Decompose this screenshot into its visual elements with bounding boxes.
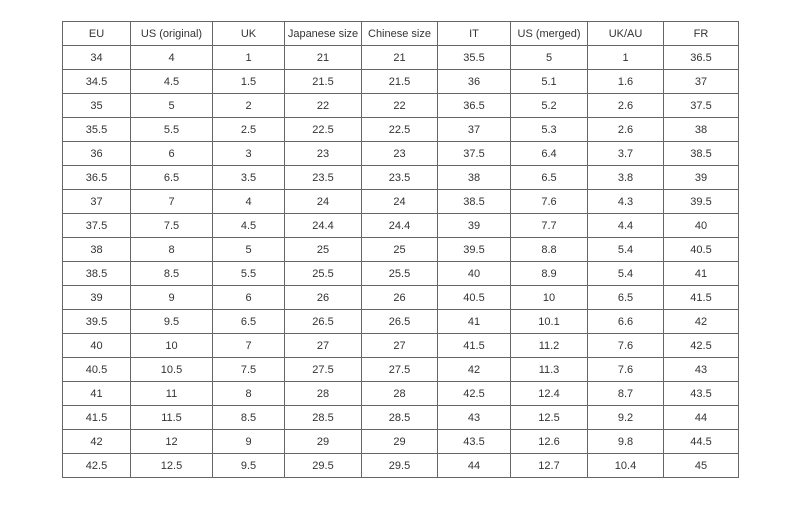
table-cell: 24: [362, 190, 438, 214]
table-cell: 3.7: [588, 142, 664, 166]
table-cell: 41.5: [63, 406, 131, 430]
table-cell: 2.6: [588, 94, 664, 118]
table-cell: 27.5: [362, 358, 438, 382]
table-row: [63, 262, 739, 286]
table-cell: 28.5: [285, 406, 362, 430]
shoe-size-conversion-table: [62, 21, 739, 478]
header-row: [63, 22, 739, 46]
table-row: [63, 238, 739, 262]
table-cell: 11.3: [511, 358, 588, 382]
table-cell: 10.5: [131, 358, 213, 382]
table-cell: 5.4: [588, 262, 664, 286]
table-cell: 7.6: [588, 358, 664, 382]
table-row: [63, 310, 739, 334]
table-cell: 5: [131, 94, 213, 118]
table-cell: 36.5: [438, 94, 511, 118]
table-cell: 43.5: [438, 430, 511, 454]
table-cell: 39.5: [664, 190, 739, 214]
table-cell: 27: [285, 334, 362, 358]
table-row: [63, 334, 739, 358]
table-cell: 37.5: [63, 214, 131, 238]
table-cell: 34: [63, 46, 131, 70]
table-cell: 43: [438, 406, 511, 430]
table-cell: 5: [511, 46, 588, 70]
size-conversion-table-container: [62, 21, 739, 478]
table-cell: 25: [362, 238, 438, 262]
table-cell: 5.5: [213, 262, 285, 286]
table-cell: 25.5: [362, 262, 438, 286]
table-cell: 35: [63, 94, 131, 118]
table-cell: 2.5: [213, 118, 285, 142]
table-cell: 2.6: [588, 118, 664, 142]
table-cell: 3.8: [588, 166, 664, 190]
table-row: [63, 430, 739, 454]
table-cell: 8.5: [131, 262, 213, 286]
table-cell: 28.5: [362, 406, 438, 430]
table-cell: 26: [362, 286, 438, 310]
table-cell: 4.5: [131, 70, 213, 94]
table-header: [63, 22, 739, 46]
table-row: [63, 406, 739, 430]
table-cell: 4: [213, 190, 285, 214]
table-cell: 42.5: [63, 454, 131, 478]
table-cell: 43: [664, 358, 739, 382]
table-cell: 26.5: [362, 310, 438, 334]
table-cell: 39: [63, 286, 131, 310]
table-cell: 42.5: [664, 334, 739, 358]
table-cell: 22.5: [285, 118, 362, 142]
table-cell: 44: [664, 406, 739, 430]
column-header-us-merged: US (merged): [511, 22, 588, 46]
table-cell: 7: [213, 334, 285, 358]
table-cell: 10: [131, 334, 213, 358]
table-cell: 7.7: [511, 214, 588, 238]
table-row: [63, 94, 739, 118]
table-cell: 9.2: [588, 406, 664, 430]
table-cell: 5.1: [511, 70, 588, 94]
table-cell: 6.4: [511, 142, 588, 166]
table-cell: 12.5: [131, 454, 213, 478]
column-header-japanese-size: Japanese size: [285, 22, 362, 46]
table-cell: 23.5: [285, 166, 362, 190]
table-row: [63, 118, 739, 142]
table-cell: 4.3: [588, 190, 664, 214]
table-cell: 4.4: [588, 214, 664, 238]
table-cell: 8.7: [588, 382, 664, 406]
table-cell: 4.5: [213, 214, 285, 238]
table-cell: 9: [131, 286, 213, 310]
table-cell: 21: [362, 46, 438, 70]
table-cell: 40: [438, 262, 511, 286]
column-header-uk-au: UK/AU: [588, 22, 664, 46]
table-cell: 35.5: [63, 118, 131, 142]
table-cell: 38.5: [664, 142, 739, 166]
table-cell: 37: [63, 190, 131, 214]
table-row: [63, 382, 739, 406]
column-header-eu: EU: [63, 22, 131, 46]
table-cell: 40.5: [438, 286, 511, 310]
table-cell: 7: [131, 190, 213, 214]
table-cell: 7.6: [511, 190, 588, 214]
table-cell: 6.5: [588, 286, 664, 310]
table-cell: 27: [362, 334, 438, 358]
table-row: [63, 142, 739, 166]
table-cell: 24.4: [285, 214, 362, 238]
table-cell: 29.5: [285, 454, 362, 478]
table-cell: 36: [438, 70, 511, 94]
table-cell: 3.5: [213, 166, 285, 190]
table-cell: 26: [285, 286, 362, 310]
table-cell: 24: [285, 190, 362, 214]
table-cell: 1.6: [588, 70, 664, 94]
table-cell: 9: [213, 430, 285, 454]
column-header-chinese-size: Chinese size: [362, 22, 438, 46]
table-cell: 6.5: [131, 166, 213, 190]
column-header-fr: FR: [664, 22, 739, 46]
table-cell: 1.5: [213, 70, 285, 94]
table-cell: 36.5: [664, 46, 739, 70]
table-cell: 22: [362, 94, 438, 118]
table-cell: 29: [285, 430, 362, 454]
table-cell: 43.5: [664, 382, 739, 406]
table-cell: 37: [664, 70, 739, 94]
table-cell: 1: [588, 46, 664, 70]
table-cell: 23: [285, 142, 362, 166]
table-cell: 9.8: [588, 430, 664, 454]
table-row: [63, 358, 739, 382]
table-cell: 8.8: [511, 238, 588, 262]
table-cell: 42: [438, 358, 511, 382]
table-cell: 44.5: [664, 430, 739, 454]
table-cell: 40.5: [63, 358, 131, 382]
table-cell: 38.5: [63, 262, 131, 286]
table-cell: 39: [438, 214, 511, 238]
table-row: [63, 70, 739, 94]
table-cell: 39.5: [63, 310, 131, 334]
column-header-uk: UK: [213, 22, 285, 46]
column-header-us-original: US (original): [131, 22, 213, 46]
table-cell: 12.6: [511, 430, 588, 454]
table-row: [63, 214, 739, 238]
table-cell: 38.5: [438, 190, 511, 214]
table-cell: 22: [285, 94, 362, 118]
table-cell: 6: [213, 286, 285, 310]
table-cell: 10.4: [588, 454, 664, 478]
table-cell: 7.5: [213, 358, 285, 382]
table-cell: 34.5: [63, 70, 131, 94]
table-cell: 21: [285, 46, 362, 70]
table-cell: 8.5: [213, 406, 285, 430]
table-cell: 28: [285, 382, 362, 406]
table-cell: 12: [131, 430, 213, 454]
table-cell: 39.5: [438, 238, 511, 262]
table-cell: 22.5: [362, 118, 438, 142]
table-cell: 21.5: [285, 70, 362, 94]
table-cell: 40.5: [664, 238, 739, 262]
table-cell: 8.9: [511, 262, 588, 286]
table-body: [63, 46, 739, 478]
table-cell: 29: [362, 430, 438, 454]
table-cell: 9.5: [213, 454, 285, 478]
table-cell: 11.5: [131, 406, 213, 430]
table-cell: 37.5: [664, 94, 739, 118]
table-cell: 7.6: [588, 334, 664, 358]
table-cell: 6: [131, 142, 213, 166]
table-cell: 6.6: [588, 310, 664, 334]
table-cell: 40: [664, 214, 739, 238]
table-cell: 5: [213, 238, 285, 262]
table-cell: 12.4: [511, 382, 588, 406]
table-cell: 44: [438, 454, 511, 478]
table-cell: 41.5: [664, 286, 739, 310]
table-cell: 5.4: [588, 238, 664, 262]
table-cell: 41: [438, 310, 511, 334]
table-cell: 40: [63, 334, 131, 358]
table-cell: 35.5: [438, 46, 511, 70]
column-header-it: IT: [438, 22, 511, 46]
table-cell: 1: [213, 46, 285, 70]
table-cell: 7.5: [131, 214, 213, 238]
table-cell: 39: [664, 166, 739, 190]
table-cell: 25.5: [285, 262, 362, 286]
table-cell: 10.1: [511, 310, 588, 334]
table-cell: 42: [664, 310, 739, 334]
table-cell: 23.5: [362, 166, 438, 190]
table-cell: 11.2: [511, 334, 588, 358]
table-cell: 23: [362, 142, 438, 166]
table-cell: 11: [131, 382, 213, 406]
table-cell: 5.5: [131, 118, 213, 142]
table-cell: 4: [131, 46, 213, 70]
table-cell: 41.5: [438, 334, 511, 358]
table-cell: 42.5: [438, 382, 511, 406]
table-cell: 12.7: [511, 454, 588, 478]
table-cell: 37: [438, 118, 511, 142]
table-cell: 8: [213, 382, 285, 406]
table-cell: 5.2: [511, 94, 588, 118]
table-cell: 36.5: [63, 166, 131, 190]
table-cell: 29.5: [362, 454, 438, 478]
table-cell: 36: [63, 142, 131, 166]
table-cell: 41: [63, 382, 131, 406]
table-row: [63, 286, 739, 310]
table-cell: 5.3: [511, 118, 588, 142]
table-row: [63, 46, 739, 70]
table-cell: 45: [664, 454, 739, 478]
table-row: [63, 190, 739, 214]
table-cell: 8: [131, 238, 213, 262]
table-cell: 26.5: [285, 310, 362, 334]
table-cell: 37.5: [438, 142, 511, 166]
table-cell: 38: [664, 118, 739, 142]
table-cell: 6.5: [511, 166, 588, 190]
table-cell: 6.5: [213, 310, 285, 334]
table-cell: 38: [63, 238, 131, 262]
table-cell: 42: [63, 430, 131, 454]
table-cell: 3: [213, 142, 285, 166]
table-cell: 28: [362, 382, 438, 406]
table-cell: 27.5: [285, 358, 362, 382]
table-row: [63, 454, 739, 478]
table-cell: 21.5: [362, 70, 438, 94]
table-cell: 25: [285, 238, 362, 262]
table-cell: 9.5: [131, 310, 213, 334]
table-cell: 12.5: [511, 406, 588, 430]
table-cell: 10: [511, 286, 588, 310]
table-cell: 24.4: [362, 214, 438, 238]
table-row: [63, 166, 739, 190]
table-cell: 41: [664, 262, 739, 286]
table-cell: 2: [213, 94, 285, 118]
table-cell: 38: [438, 166, 511, 190]
